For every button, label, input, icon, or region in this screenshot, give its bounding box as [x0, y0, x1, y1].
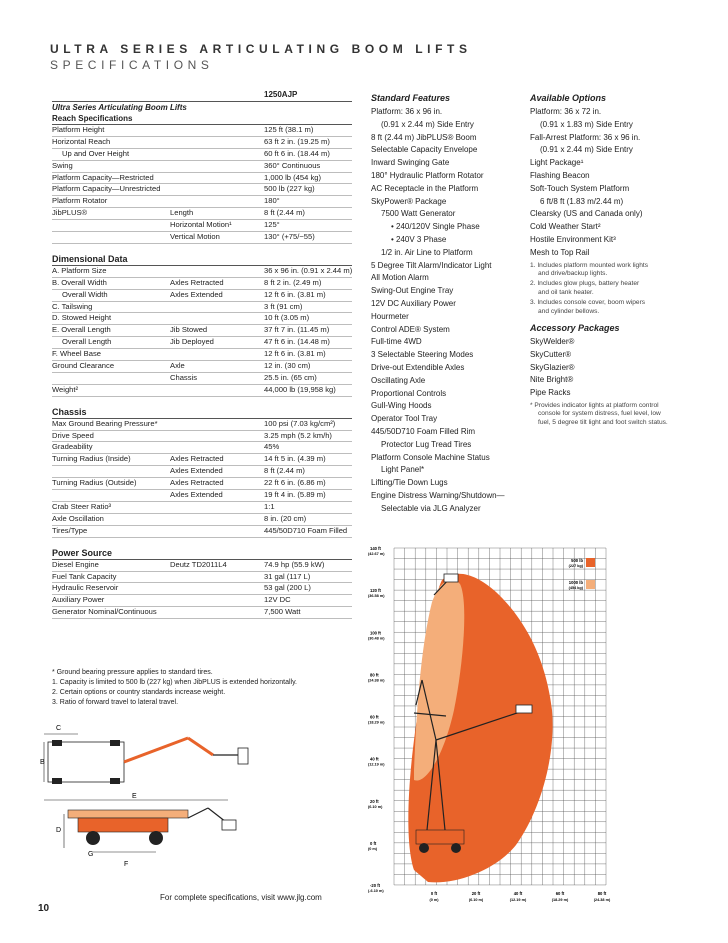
- list-item: • 240V 3 Phase: [391, 234, 447, 244]
- y-tick-label: 60 ft: [370, 714, 379, 720]
- table-row: [52, 266, 352, 278]
- table-row: [52, 161, 352, 173]
- cell-value: 60 ft 6 in. (18.44 m): [264, 148, 330, 158]
- note-line: 1. Capacity is limited to 500 lb (227 kg) when JibPLUS is extended horizontally.: [52, 679, 297, 686]
- list-item: Protector Lug Tread Tires: [381, 439, 472, 449]
- cell-label: Swing: [52, 160, 73, 170]
- cell-value: 25.5 in. (65 cm): [264, 372, 317, 382]
- cell-label: Crab Steer Ratio³: [52, 501, 112, 511]
- table-row: [52, 349, 352, 361]
- table-row: [52, 137, 352, 149]
- footer-text: For complete specifications, visit www.jlg.com: [160, 893, 322, 902]
- legend-label: 1000 lb: [568, 580, 583, 585]
- list-item: Soft-Touch System Platform: [530, 183, 630, 193]
- accessory-note-line: console for system distress, fuel level, low: [538, 410, 661, 418]
- cell-label: Up and Over Height: [62, 148, 130, 158]
- cell-label: Platform Height: [52, 125, 105, 134]
- list-item: 180° Hydraulic Platform Rotator: [371, 170, 484, 180]
- legend-sublabel: (454 kg): [568, 586, 583, 590]
- power-title: Power Source: [52, 544, 352, 560]
- cell-value: 8 ft 2 in. (2.49 m): [264, 277, 322, 287]
- table-row: [52, 184, 352, 196]
- list-item: Operator Tool Tray: [371, 414, 438, 424]
- cell-sub: Deutz TD2011L4: [170, 559, 227, 569]
- table-row: [52, 220, 352, 232]
- accessory-note-line: fuel, 5 degree tilt light and foot switch status.: [538, 418, 668, 426]
- list-item: 445/50D710 Foam Filled Rim: [371, 426, 476, 436]
- available-options: [530, 92, 690, 427]
- label-b: B: [40, 759, 45, 766]
- list-item: Light Package¹: [530, 158, 584, 168]
- list-item: • 240/120V Single Phase: [391, 222, 480, 232]
- cell-value: 12 in. (30 cm): [264, 361, 311, 371]
- options-footnotes: [530, 262, 690, 316]
- legend-swatch: [586, 558, 595, 567]
- cell-value: 125°: [264, 220, 280, 230]
- list-item: AC Receptacle in the Platform: [371, 183, 479, 193]
- cell-value: 12 ft 6 in. (3.81 m): [264, 349, 326, 359]
- list-item: Engine Distress Warning/Shutdown—: [371, 490, 505, 500]
- table-row: [52, 478, 352, 490]
- y-tick-label: (12.19 m): [368, 762, 385, 767]
- note-line: 3. Ratio of forward travel to lateral travel.: [52, 699, 179, 706]
- cell-label: Platform Capacity—Unrestricted: [52, 184, 161, 194]
- accessory-item: Nite Bright®: [530, 375, 574, 385]
- table-row: [52, 583, 352, 595]
- cell-value: 14 ft 5 in. (4.39 m): [264, 454, 326, 464]
- platform-basket: [516, 705, 532, 713]
- table-row: [52, 208, 352, 220]
- cell-label: Overall Width: [62, 289, 108, 299]
- label-e: E: [132, 793, 137, 800]
- cell-label: Platform Capacity—Restricted: [52, 172, 154, 182]
- cell-value: 360° Continuous: [264, 160, 321, 170]
- cell-sub: Axles Extended: [170, 289, 223, 299]
- table-row: [52, 454, 352, 466]
- chassis-top: [48, 742, 124, 782]
- cell-value: 3 ft (91 cm): [264, 301, 303, 311]
- footnote-line: 3. Includes console cover, boom wipers: [530, 299, 646, 307]
- cell-label: A. Platform Size: [52, 265, 107, 275]
- cell-label: C. Tailswing: [52, 301, 93, 311]
- cell-value: 53 gal (200 L): [264, 583, 311, 593]
- cell-value: 74.9 hp (55.9 kW): [264, 559, 325, 569]
- cell-label: Ground Clearance: [52, 361, 115, 371]
- cell-label: JibPLUS®: [52, 208, 88, 218]
- table-row: [52, 385, 352, 397]
- accessory-title: Accessory Packages: [530, 323, 620, 333]
- cell-value: 22 ft 6 in. (6.86 m): [264, 478, 326, 488]
- cell-value: 12 ft 6 in. (3.81 m): [264, 289, 326, 299]
- dimension-rows: [52, 266, 352, 397]
- footnote-line: 1. Includes platform mounted work lights: [530, 261, 649, 269]
- x-tick-label: (0 m): [429, 898, 439, 902]
- cell-value: 31 gal (117 L): [264, 571, 311, 581]
- cell-value: 100 psi (7.03 kg/cm²): [264, 418, 336, 428]
- cell-sub: Axles Extended: [170, 466, 223, 476]
- y-tick-label: 40 ft: [370, 756, 379, 762]
- machine-base: [416, 830, 464, 844]
- list-item: 5 Degree Tilt Alarm/Indicator Light: [371, 260, 492, 270]
- options-list: [530, 106, 690, 260]
- cell-sub: Axles Retracted: [170, 478, 224, 488]
- cell-value: 8 ft (2.44 m): [264, 466, 305, 476]
- chassis-title: Chassis: [52, 403, 352, 419]
- standard-title: Standard Features: [371, 93, 451, 103]
- x-tick-label: (18.29 m): [551, 898, 569, 902]
- y-tick-label: -20 ft: [370, 883, 381, 888]
- list-item: Gull-Wing Hoods: [371, 401, 432, 411]
- page-subtitle: SPECIFICATIONS: [50, 58, 214, 72]
- list-item: Lifting/Tie Down Lugs: [371, 478, 448, 488]
- list-item: 3 Selectable Steering Modes: [371, 350, 474, 360]
- cell-label: Tires/Type: [52, 525, 88, 535]
- table-row: [52, 595, 352, 607]
- table-row: [52, 196, 352, 208]
- table-row: [52, 290, 352, 302]
- table-title: Ultra Series Articulating Boom Lifts: [52, 103, 187, 112]
- list-item: Control ADE® System: [371, 324, 450, 334]
- table-row: [52, 125, 352, 137]
- table-row: [52, 490, 352, 502]
- cell-sub: Axles Retracted: [170, 454, 224, 464]
- y-tick-label: 0 ft: [370, 840, 377, 846]
- list-item: Drive-out Extendible Axles: [371, 362, 465, 372]
- cell-label: Generator Nominal/Continuous: [52, 607, 157, 617]
- list-item: 7500 Watt Generator: [381, 209, 456, 219]
- table-row: [52, 560, 352, 572]
- wheel: [419, 843, 429, 853]
- x-tick-label: 40 ft: [513, 891, 523, 896]
- cell-label: Platform Rotator: [52, 196, 108, 206]
- x-tick-label: (24.38 m): [593, 898, 611, 902]
- list-item: Swing-Out Engine Tray: [371, 286, 454, 296]
- list-item: Hostile Environment Kit³: [530, 234, 616, 244]
- y-tick-label: (18.29 m): [368, 720, 385, 725]
- options-title: Available Options: [530, 93, 607, 103]
- cell-value: 180°: [264, 196, 280, 206]
- table-row: [52, 313, 352, 325]
- y-tick-label: (30.48 m): [368, 636, 385, 641]
- list-item: Platform: 36 x 72 in.: [530, 107, 602, 116]
- cell-label: F. Wheel Base: [52, 349, 101, 359]
- cell-label: B. Overall Width: [52, 277, 107, 287]
- list-item: Oscillating Axle: [371, 375, 426, 385]
- cell-value: 44,000 lb (19,958 kg): [264, 384, 336, 394]
- cell-value: 3.25 mph (5.2 km/h): [264, 430, 332, 440]
- page-title: ULTRA SERIES ARTICULATING BOOM LIFTS: [50, 42, 472, 56]
- cell-value: 500 lb (227 kg): [264, 184, 315, 194]
- dimensional-title: Dimensional Data: [52, 250, 352, 266]
- machine-drawing-top: [38, 720, 268, 790]
- chassis-side: [78, 818, 168, 832]
- cell-label: Turning Radius (Outside): [52, 478, 137, 488]
- list-item: Hourmeter: [371, 311, 409, 321]
- y-tick-label: (36.58 m): [368, 594, 385, 599]
- cell-sub: Vertical Motion: [170, 232, 220, 242]
- table-row: [52, 337, 352, 349]
- cell-label: Hydraulic Reservoir: [52, 583, 119, 593]
- legend-sublabel: (227 kg): [568, 564, 583, 568]
- cell-sub: Axles Retracted: [170, 277, 224, 287]
- cell-value: 63 ft 2 in. (19.25 m): [264, 136, 330, 146]
- list-item: Mesh to Top Rail: [530, 247, 590, 257]
- table-row: [52, 442, 352, 454]
- list-item: Flashing Beacon: [530, 170, 590, 180]
- cell-sub: Jib Stowed: [170, 325, 208, 335]
- list-item: Platform Console Machine Status: [371, 452, 490, 462]
- x-tick-label: 80 ft: [597, 891, 607, 896]
- cell-label: Diesel Engine: [52, 559, 99, 569]
- note-line: 2. Certain options or country standards increase weight.: [52, 689, 226, 696]
- cell-value: 125 ft (38.1 m): [264, 125, 314, 134]
- spec-table: [52, 88, 352, 619]
- cell-value: 7,500 Watt: [264, 607, 301, 617]
- x-tick-label: 60 ft: [555, 891, 565, 896]
- y-tick-label: (0 m): [368, 846, 378, 851]
- cell-label: Gradeability: [52, 442, 93, 452]
- cell-sub: Jib Deployed: [170, 337, 214, 347]
- list-item: Clearsky (US and Canada only): [530, 209, 643, 219]
- page-number: 10: [38, 903, 50, 914]
- x-tick-label: (6.10 m): [468, 898, 484, 902]
- cell-label: E. Overall Length: [52, 325, 111, 335]
- note-line: * Ground bearing pressure applies to standard tires.: [52, 669, 213, 676]
- cell-label: Fuel Tank Capacity: [52, 571, 117, 581]
- machine-drawing-side: [38, 790, 268, 870]
- cell-label: Axle Oscillation: [52, 513, 104, 523]
- cell-label: Weight²: [52, 384, 79, 394]
- cell-value: 8 ft (2.44 m): [264, 208, 305, 218]
- table-row: [52, 373, 352, 385]
- power-rows: [52, 560, 352, 619]
- platform-basket: [444, 574, 458, 582]
- cell-value: 1,000 lb (454 kg): [264, 172, 321, 182]
- label-f: F: [124, 861, 129, 868]
- spec-notes: [52, 668, 297, 708]
- footnote: [530, 299, 690, 316]
- list-item: Selectable via JLG Analyzer: [381, 503, 481, 513]
- table-row: [52, 419, 352, 431]
- table-row: [52, 325, 352, 337]
- y-axis-ticks: [368, 546, 385, 893]
- x-tick-label: 0 ft: [430, 891, 438, 896]
- model-header-row: [52, 88, 352, 102]
- y-tick-label: 100 ft: [370, 630, 381, 636]
- table-row: [52, 361, 352, 373]
- y-tick-label: 120 ft: [370, 588, 381, 594]
- cell-label: D. Stowed Height: [52, 313, 112, 323]
- cell-label: Horizontal Reach: [52, 136, 111, 146]
- list-item: All Motion Alarm: [371, 273, 429, 283]
- table-row: [52, 149, 352, 161]
- cell-sub: Axle: [170, 361, 185, 371]
- cell-value: 12V DC: [264, 595, 291, 605]
- accessory-item: SkyGlazier®: [530, 362, 575, 372]
- cell-sub: Axles Extended: [170, 490, 223, 500]
- list-item: Full-time 4WD: [371, 337, 422, 347]
- y-tick-label: (42.67 m): [368, 552, 385, 556]
- cell-value: 10 ft (3.05 m): [264, 313, 310, 323]
- table-row: [52, 572, 352, 584]
- accessory-list: [530, 336, 690, 400]
- footnote: [530, 262, 690, 279]
- label-d: D: [56, 827, 62, 834]
- accessory-item: SkyCutter®: [530, 349, 572, 359]
- y-tick-label: (-6.10 m): [368, 889, 384, 893]
- list-item: Proportional Controls: [371, 388, 447, 398]
- working-envelope-chart: [356, 540, 616, 910]
- list-item: SkyPower® Package: [371, 196, 447, 206]
- cell-label: Drive Speed: [52, 430, 94, 440]
- reach-title: Reach Specifications: [52, 113, 352, 125]
- list-item: 12V DC Auxiliary Power: [371, 298, 456, 308]
- footnote: [530, 280, 690, 297]
- accessory-note-line: * Provides indicator lights at platform control: [530, 401, 659, 409]
- list-item: 8 ft (2.44 m) JibPLUS® Boom: [371, 132, 477, 142]
- list-item: Light Panel*: [381, 465, 425, 475]
- legend-swatch: [586, 580, 595, 589]
- list-item: (0.91 x 1.83 m) Side Entry: [540, 119, 633, 129]
- table-row: [52, 173, 352, 185]
- cell-value: 130° (+75/−55): [264, 232, 315, 242]
- footnote-line: and oil tank heater.: [538, 288, 594, 296]
- table-row: [52, 302, 352, 314]
- accessory-item: SkyWelder®: [530, 337, 575, 346]
- cell-label: Auxiliary Power: [52, 595, 105, 605]
- platform-top: [238, 748, 248, 764]
- model-name: 1250AJP: [264, 90, 298, 99]
- boom-stowed: [68, 810, 188, 818]
- table-row: [52, 514, 352, 526]
- legend-label: 500 lb: [571, 558, 583, 563]
- cell-value: 8 in. (20 cm): [264, 513, 307, 523]
- x-tick-label: (12.19 m): [509, 898, 527, 902]
- list-item: Inward Swinging Gate: [371, 158, 450, 168]
- y-tick-label: (24.38 m): [368, 678, 385, 683]
- standard-list: [371, 106, 521, 516]
- footnote-line: and drive/backup lights.: [538, 269, 608, 277]
- y-tick-label: 140 ft: [370, 546, 381, 551]
- chassis-rows: [52, 419, 352, 538]
- list-item: Fall-Arrest Platform: 36 x 96 in.: [530, 132, 641, 142]
- cell-value: 45%: [264, 442, 280, 452]
- y-tick-label: (6.10 m): [368, 804, 383, 809]
- list-item: (0.91 x 2.44 m) Side Entry: [381, 119, 474, 129]
- label-c: C: [56, 725, 62, 732]
- table-row: [52, 232, 352, 244]
- footnote-line: and cylinder bellows.: [538, 307, 600, 315]
- cell-sub: Length: [170, 208, 194, 218]
- table-row: [52, 607, 352, 619]
- cell-value: 19 ft 4 in. (5.89 m): [264, 490, 326, 500]
- cell-value: 1:1: [264, 501, 275, 511]
- list-item: Cold Weather Start²: [530, 222, 601, 232]
- table-row: [52, 502, 352, 514]
- footnote-line: 2. Includes glow plugs, battery heater: [530, 280, 640, 288]
- table-row: [52, 278, 352, 290]
- cell-label: Max Ground Bearing Pressure*: [52, 418, 158, 428]
- accessory-note: [530, 402, 690, 427]
- list-item: Platform: 36 x 96 in.: [371, 107, 443, 116]
- accessory-item: Pipe Racks: [530, 388, 571, 398]
- table-row: [52, 466, 352, 478]
- list-item: 6 ft/8 ft (1.83 m/2.44 m): [540, 196, 624, 206]
- y-tick-label: 80 ft: [370, 672, 379, 678]
- cell-value: 445/50D710 Foam Filled: [264, 525, 348, 535]
- cell-label: Overall Length: [62, 337, 112, 347]
- x-tick-label: 20 ft: [471, 891, 481, 896]
- y-tick-label: 20 ft: [370, 798, 379, 804]
- standard-features: [371, 92, 521, 516]
- cell-sub: Chassis: [170, 372, 198, 382]
- cell-value: 36 x 96 in. (0.91 x 2.44 m): [264, 265, 353, 275]
- table-row: [52, 431, 352, 443]
- list-item: 1/2 in. Air Line to Platform: [381, 247, 473, 257]
- list-item: (0.91 x 2.44 m) Side Entry: [540, 145, 633, 155]
- cell-value: 47 ft 6 in. (14.48 m): [264, 337, 330, 347]
- cell-sub: Horizontal Motion¹: [170, 220, 232, 230]
- table-row: [52, 526, 352, 538]
- cell-value: 37 ft 7 in. (11.45 m): [264, 325, 330, 335]
- cell-label: Turning Radius (Inside): [52, 454, 131, 464]
- list-item: Selectable Capacity Envelope: [371, 145, 478, 155]
- label-g: G: [88, 851, 94, 858]
- wheel: [451, 843, 461, 853]
- x-axis-ticks: [429, 891, 611, 902]
- reach-rows: [52, 125, 352, 244]
- chart-legend: [569, 558, 595, 590]
